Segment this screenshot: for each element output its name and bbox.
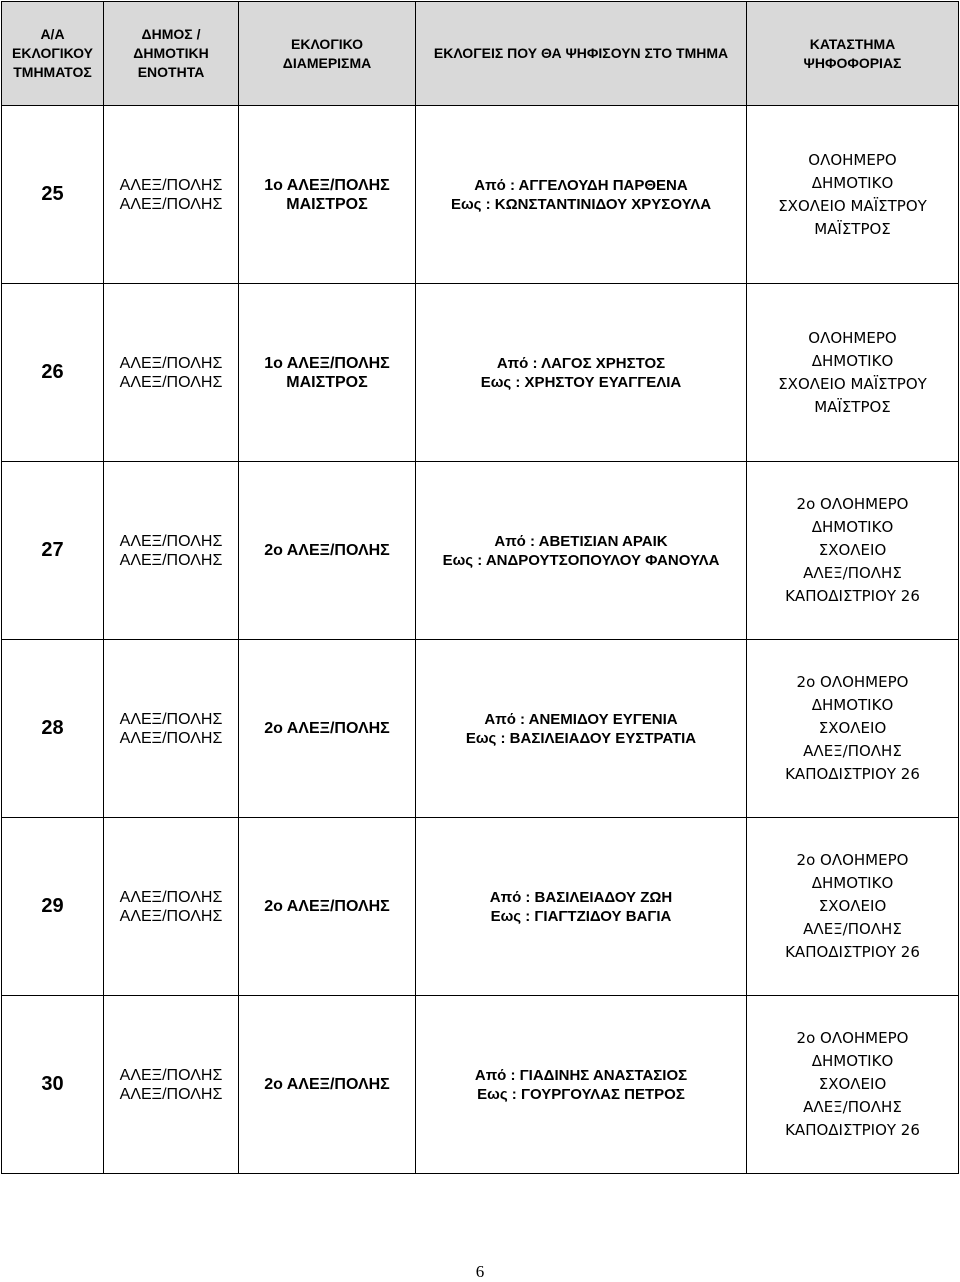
- section-number: 29: [2, 818, 104, 996]
- polling-station-cell: 2ο ΟΛΟΗΜΕΡΟ ΔΗΜΟΤΙΚΟ ΣΧΟΛΕΙΟ ΑΛΕΞ/ΠΟΛΗΣ ΚΑΠΟΔΙΣΤΡΙΟΥ 26: [747, 462, 959, 640]
- voters-range-cell: [416, 996, 747, 1174]
- municipality-cell: ΑΛΕΞ/ΠΟΛΗΣ ΑΛΕΞ/ΠΟΛΗΣ: [104, 462, 239, 640]
- header-district: ΕΚΛΟΓΙΚΟ ΔΙΑΜΕΡΙΣΜΑ: [239, 2, 416, 106]
- table-row: [2, 640, 959, 818]
- voters-to: Εως : ΑΝΔΡΟΥΤΣΟΠΟΥΛΟΥ ΦΑΝΟΥΛΑ: [442, 551, 720, 569]
- polling-sections-table: [1, 1, 959, 1174]
- header-polling-station: ΚΑΤΑΣΤΗΜΑ ΨΗΦΟΦΟΡΙΑΣ: [747, 2, 959, 106]
- municipality-cell: ΑΛΕΞ/ΠΟΛΗΣ ΑΛΕΞ/ΠΟΛΗΣ: [104, 284, 239, 462]
- voters-from: Από : ΑΓΓΕΛΟΥΔΗ ΠΑΡΘΕΝΑ: [474, 176, 688, 194]
- header-voters: ΕΚΛΟΓΕΙΣ ΠΟΥ ΘΑ ΨΗΦΙΣΟΥΝ ΣΤΟ ΤΜΗΜΑ: [416, 2, 747, 106]
- page-number: 6: [475, 1262, 485, 1281]
- district-cell: 1ο ΑΛΕΞ/ΠΟΛΗΣ ΜΑΙΣΤΡΟΣ: [239, 284, 416, 462]
- municipality-cell: ΑΛΕΞ/ΠΟΛΗΣ ΑΛΕΞ/ΠΟΛΗΣ: [104, 106, 239, 284]
- table-header-row: [2, 2, 959, 106]
- section-number: 28: [2, 640, 104, 818]
- section-number: 26: [2, 284, 104, 462]
- voters-from: Από : ΑΒΕΤΙΣΙΑΝ ΑΡΑΙΚ: [494, 532, 668, 550]
- district-cell: 2ο ΑΛΕΞ/ΠΟΛΗΣ: [239, 818, 416, 996]
- table-row: [2, 106, 959, 284]
- table-row: [2, 284, 959, 462]
- voters-to: Εως : ΓΟΥΡΓΟΥΛΑΣ ΠΕΤΡΟΣ: [477, 1085, 685, 1103]
- section-number: 27: [2, 462, 104, 640]
- table-row: [2, 996, 959, 1174]
- table-row: [2, 818, 959, 996]
- table-row: [2, 462, 959, 640]
- voters-range-cell: [416, 818, 747, 996]
- voters-range-cell: [416, 640, 747, 818]
- municipality-cell: ΑΛΕΞ/ΠΟΛΗΣ ΑΛΕΞ/ΠΟΛΗΣ: [104, 640, 239, 818]
- voters-range-cell: [416, 106, 747, 284]
- header-municipality: ΔΗΜΟΣ / ΔΗΜΟΤΙΚΗ ΕΝΟΤΗΤΑ: [104, 2, 239, 106]
- municipality-cell: ΑΛΕΞ/ΠΟΛΗΣ ΑΛΕΞ/ΠΟΛΗΣ: [104, 818, 239, 996]
- voters-from: Από : ΒΑΣΙΛΕΙΑΔΟΥ ΖΩΗ: [489, 888, 673, 906]
- polling-station-cell: 2ο ΟΛΟΗΜΕΡΟ ΔΗΜΟΤΙΚΟ ΣΧΟΛΕΙΟ ΑΛΕΞ/ΠΟΛΗΣ ΚΑΠΟΔΙΣΤΡΙΟΥ 26: [747, 996, 959, 1174]
- district-cell: 2ο ΑΛΕΞ/ΠΟΛΗΣ: [239, 640, 416, 818]
- polling-station-cell: ΟΛΟΗΜΕΡΟ ΔΗΜΟΤΙΚΟ ΣΧΟΛΕΙΟ ΜΑΪΣΤΡΟΥ ΜΑΪΣΤΡΟΣ: [747, 284, 959, 462]
- polling-station-cell: ΟΛΟΗΜΕΡΟ ΔΗΜΟΤΙΚΟ ΣΧΟΛΕΙΟ ΜΑΪΣΤΡΟΥ ΜΑΪΣΤΡΟΣ: [747, 106, 959, 284]
- voters-from: Από : ΓΙΑΔΙΝΗΣ ΑΝΑΣΤΑΣΙΟΣ: [474, 1066, 688, 1084]
- voters-to: Εως : ΚΩΝΣΤΑΝΤΙΝΙΔΟΥ ΧΡΥΣΟΥΛΑ: [450, 195, 712, 213]
- voters-to: Εως : ΒΑΣΙΛΕΙΑΔΟΥ ΕΥΣΤΡΑΤΙΑ: [465, 729, 697, 747]
- voters-from: Από : ΛΑΓΟΣ ΧΡΗΣΤΟΣ: [496, 354, 666, 372]
- district-cell: 2ο ΑΛΕΞ/ΠΟΛΗΣ: [239, 462, 416, 640]
- municipality-cell: ΑΛΕΞ/ΠΟΛΗΣ ΑΛΕΞ/ΠΟΛΗΣ: [104, 996, 239, 1174]
- voters-to: Εως : ΓΙΑΓΤΖΙΔΟΥ ΒΑΓΙΑ: [490, 907, 672, 925]
- polling-station-cell: 2ο ΟΛΟΗΜΕΡΟ ΔΗΜΟΤΙΚΟ ΣΧΟΛΕΙΟ ΑΛΕΞ/ΠΟΛΗΣ ΚΑΠΟΔΙΣΤΡΙΟΥ 26: [747, 818, 959, 996]
- voters-from: Από : ΑΝΕΜΙΔΟΥ ΕΥΓΕΝΙΑ: [484, 710, 678, 728]
- district-cell: 1ο ΑΛΕΞ/ΠΟΛΗΣ ΜΑΙΣΤΡΟΣ: [239, 106, 416, 284]
- district-cell: 2ο ΑΛΕΞ/ΠΟΛΗΣ: [239, 996, 416, 1174]
- voters-range-cell: [416, 462, 747, 640]
- voters-range-cell: [416, 284, 747, 462]
- section-number: 30: [2, 996, 104, 1174]
- polling-station-cell: 2ο ΟΛΟΗΜΕΡΟ ΔΗΜΟΤΙΚΟ ΣΧΟΛΕΙΟ ΑΛΕΞ/ΠΟΛΗΣ ΚΑΠΟΔΙΣΤΡΙΟΥ 26: [747, 640, 959, 818]
- voters-to: Εως : ΧΡΗΣΤΟΥ ΕΥΑΓΓΕΛΙΑ: [480, 373, 682, 391]
- section-number: 25: [2, 106, 104, 284]
- header-section-no: Α/Α ΕΚΛΟΓΙΚΟΥ ΤΜΗΜΑΤΟΣ: [2, 2, 104, 106]
